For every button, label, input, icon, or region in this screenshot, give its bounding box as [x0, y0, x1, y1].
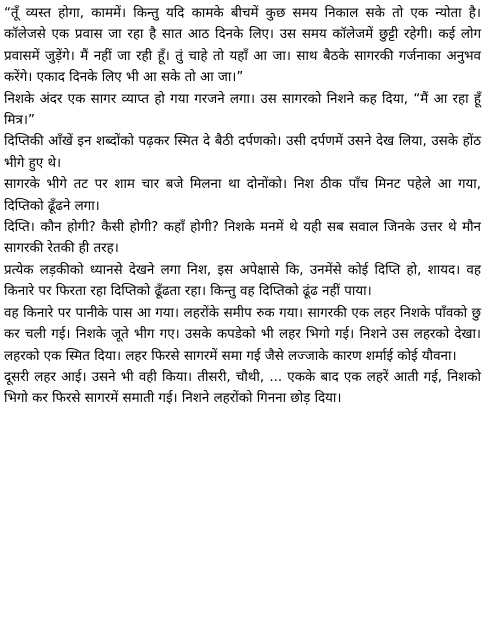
paragraph-first-wave: वह किनारे पर पानीके पास आ गया। लहरोंके समीप रुक गया। सागरकी एक लहर निशके पाँवको छु कर चली गई। निशके जूते भीग गए। उसके कपडेको भी लहर भिगो गई। निशने उस लहरको देखा। लहरको एक स्मित दिया। लहर फिरसे सागरमें समा गई जैसे लज्जाके कारण शर्माई कोई यौवना।	[4, 305, 481, 364]
paragraph-searching: प्रत्येक लड़कीको ध्यानसे देखने लगा निश, इस अपेक्षासे कि, उनमेंसे कोई दिप्ति हो, शायद। वह किनारे पर फिरता रहा दिप्तिको ढूँढता रहा। किन्तु वह दिप्तिको ढूंढ नहीं पाया।	[4, 262, 481, 300]
paragraph-dipti-mirror: दिप्तिकी आँखें इन शब्दोंको पढ़कर स्मित दे बैठी दर्पणको। उसी दर्पणमें उसने देख लिया, उसके होंठ भीगे हुए थे।	[4, 134, 481, 171]
paragraph-questions: दिप्ति। कौन होगी? कैसी होगी? कहाँ होगी? निशके मनमें थे यही सब सवाल जिनके उत्तर थे मौन सागरकी रेतकी ही तरह।	[4, 220, 481, 257]
paragraph-more-waves: दूसरी लहर आई। उसने भी वही किया। तीसरी, चौथी, ... एकके बाद एक लहरें आती गई, निशको भिगो कर फिरसे सागरमें समाती गई। निशने लहरोंको गिनना छोड़ दिया।	[4, 369, 481, 407]
paragraph-meeting-time: सागरके भीगे तट पर शाम चार बजे मिलना था दोनोंको। निश ठीक पाँच मिनट पहेले आ गया, दिप्तिको ढूँढने लगा।	[4, 177, 481, 214]
paragraph-nish-reply: निशके अंदर एक सागर व्याप्त हो गया गरजने लगा। उस सागरको निशने कह दिया, “मैं आ रहा हूँ मित्र।”	[4, 91, 481, 129]
paragraph-invitation: “तूँ व्यस्त होगा, काममें। किन्तु यदि कामके बीचमें कुछ समय निकाल सके तो एक न्योता है। कॉलेजसे एक प्रवास जा रहा है सात आठ दिनके लिए। उस समय कॉलेजमें छुट्टी रहेगी। कई लोग प्रवासमें जुड़ेंगे। मैं नहीं जा रही हूँ। तुं चाहे तो यहाँ आ जा। साथ बैठके सागरकी गर्जनाका अनुभव करेंगे। एकाद दिनके लिए भी आ सके तो आ जा।”	[4, 6, 481, 86]
